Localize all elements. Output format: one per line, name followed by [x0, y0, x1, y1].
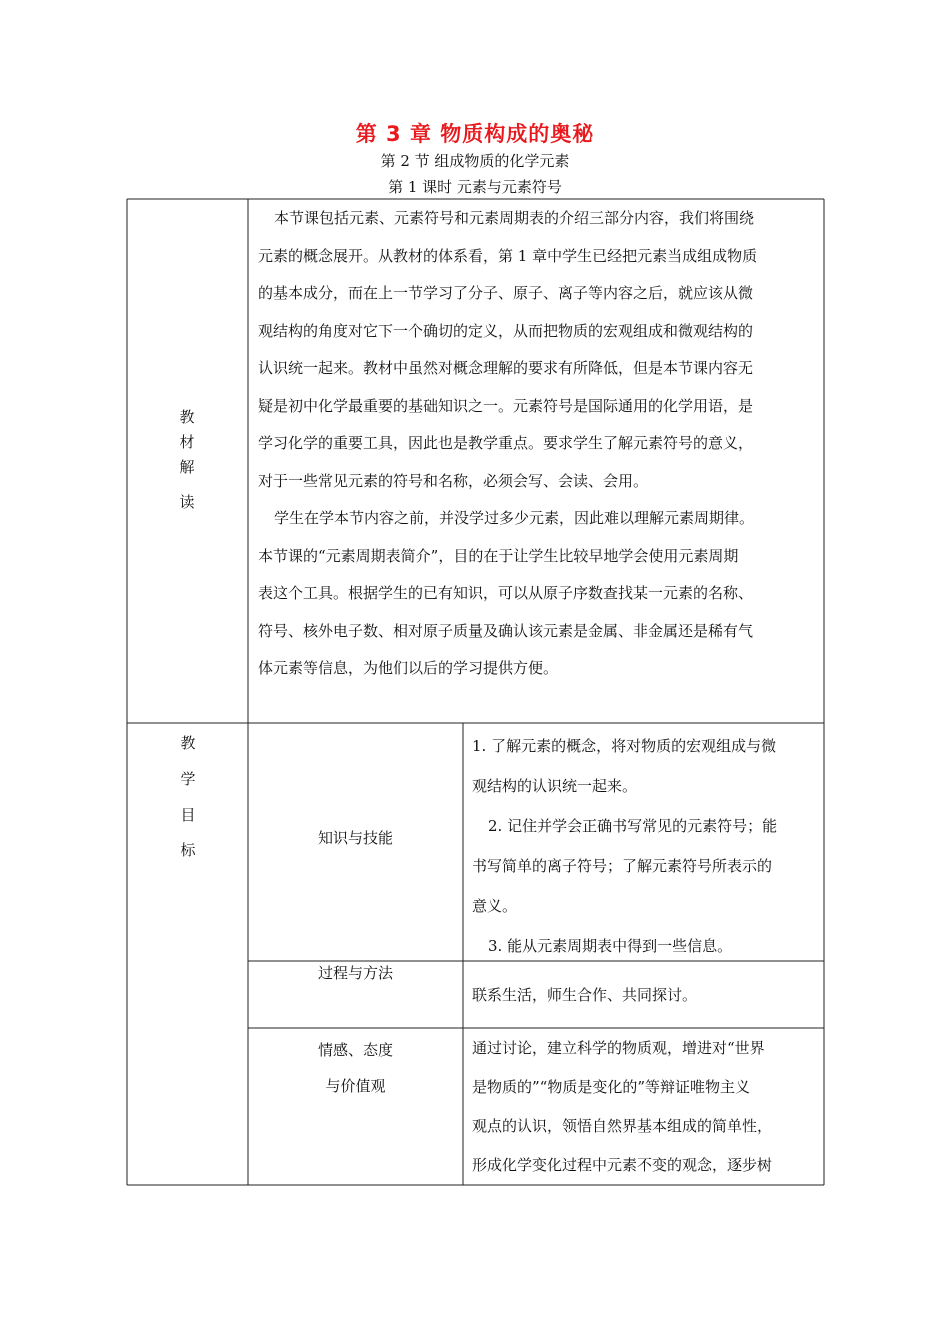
label-char: 标 [180, 841, 196, 859]
text-line: 意义。 [472, 897, 518, 915]
text-line: 通过讨论，建立科学的物质观，增进对“世界 [472, 1039, 765, 1057]
text-line: 疑是初中化学最重要的基础知识之一。元素符号是国际通用的化学用语，是 [258, 396, 754, 415]
lesson-title: 第 1 课时 元素与元素符号 [388, 178, 562, 196]
text-line: 表这个工具。根据学生的已有知识，可以从原子序数查找某一元素的名称、 [258, 584, 754, 602]
text-line: 书写简单的离子符号；了解元素符号所表示的 [472, 857, 773, 875]
text-line: 本节课包括元素、元素符号和元素周期表的介绍三部分内容，我们将围绕 [274, 209, 755, 227]
text-line: 学习化学的重要工具，因此也是教学重点。要求学生了解元素符号的意义， [258, 434, 754, 452]
text-line: 学生在学本节内容之前，并没学过多少元素，因此难以理解元素周期律。 [274, 509, 755, 527]
label-char: 学 [180, 770, 196, 788]
text-line: 观结构的认识统一起来。 [472, 777, 638, 795]
label-char: 解 [179, 458, 195, 476]
text-line: 1. 了解元素的概念，将对物质的宏观组成与微 [472, 737, 777, 755]
label-char: 材 [179, 433, 195, 451]
emotion-values-label-line2: 与价值观 [325, 1077, 386, 1095]
text-line: 对于一些常见元素的符号和名称，必须会写、会读、会用。 [258, 471, 649, 490]
text-line: 本节课的“元素周期表简介”，目的在于让学生比较早地学会使用元素周期 [258, 546, 739, 565]
text-line: 符号、核外电子数、相对原子质量及确认该元素是金属、非金属还是稀有气 [258, 621, 754, 640]
textbook-reading-content [258, 200, 820, 688]
label-char: 教 [179, 408, 195, 426]
text-line: 的基本成分，而在上一节学习了分子、原子、离子等内容之后，就应该从微 [258, 284, 754, 302]
process-methods-label: 过程与方法 [317, 964, 393, 982]
text-line: 形成化学变化过程中元素不变的观念，逐步树 [472, 1156, 773, 1174]
text-line: 体元素等信息，为他们以后的学习提供方便。 [258, 659, 559, 677]
text-line: 观结构的角度对它下一个确切的定义，从而把物质的宏观组成和微观结构的 [258, 321, 754, 340]
text-line: 元素的概念展开。从教材的体系看，第 1 章中学生已经把元素当成组成物质 [258, 246, 758, 265]
text-line: 是物质的”“物质是变化的”等辩证唯物主义 [472, 1078, 751, 1096]
emotion-values-label-line1: 情感、态度 [317, 1041, 393, 1059]
label-char: 教 [180, 734, 196, 752]
process-methods-content: 联系生活，师生合作、共同探讨。 [472, 986, 698, 1004]
text-line: 3. 能从元素周期表中得到一些信息。 [488, 937, 733, 955]
section-title: 第 2 节 组成物质的化学元素 [380, 152, 570, 170]
emotion-values-content [472, 1029, 822, 1185]
text-line: 认识统一起来。教材中虽然对概念理解的要求有所降低，但是本节课内容无 [258, 359, 754, 377]
text-line: 观点的认识，领悟自然界基本组成的简单性， [472, 1117, 773, 1135]
chapter-title: 第 3 章 物质构成的奥秘 [355, 122, 595, 146]
knowledge-skills-content [472, 726, 822, 966]
label-char: 目 [180, 806, 196, 824]
knowledge-skills-label: 知识与技能 [317, 829, 393, 847]
text-line: 2. 记住并学会正确书写常见的元素符号；能 [488, 817, 778, 835]
label-char: 读 [179, 493, 195, 511]
